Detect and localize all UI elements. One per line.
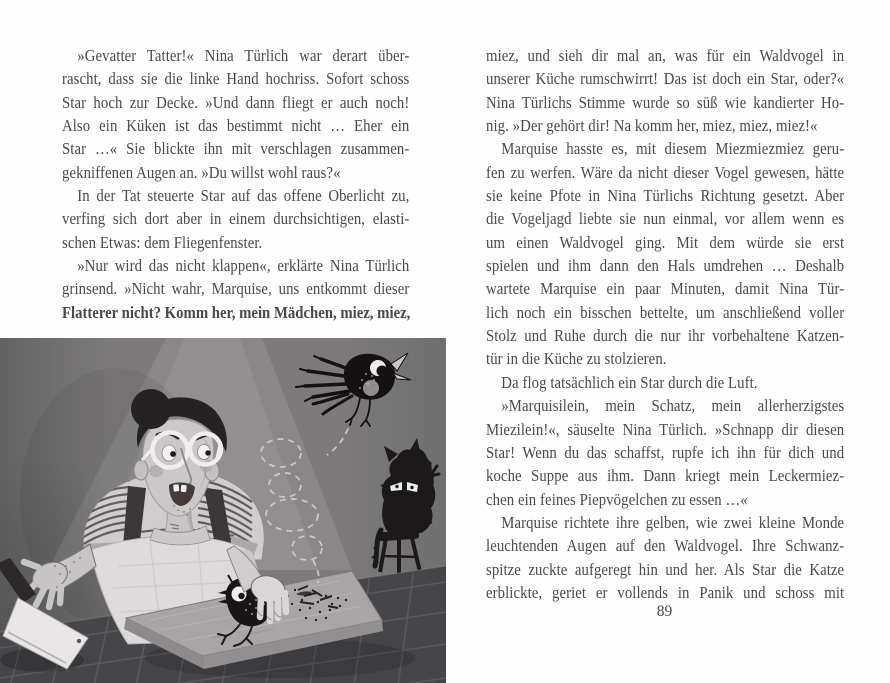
ear-left <box>134 460 148 480</box>
text-line: sie keine Pfote in Nina Türlichs Richtung gesetzt. Aber <box>486 186 845 206</box>
text-line: miez, und sieh dir mal an, was für ein Waldvogel in <box>486 46 845 65</box>
text-line: gekniffenen Augen an. »Du willst wohl raus?« <box>62 162 341 182</box>
text-line: »Gevatter Tatter!« Nina Türlich war derart über- <box>77 46 410 65</box>
text-line: spielen und ihm dann den Hals umdrehen … Deshalb <box>486 256 845 276</box>
text-line: leuchtenden Augen auf den Waldvogel. Ihre Schwanz- <box>486 536 845 556</box>
belly-patch <box>363 380 379 396</box>
text-line: unserer Küche rumschwirrt! Das ist doch ein Star, oder?« <box>486 69 845 89</box>
text-line: chen ein feines Piepvögelchen zu essen …« <box>486 489 748 509</box>
text-line: »Marquisilein, mein Schatz, mein allerherzigstes <box>501 396 845 416</box>
text-line: spitze zuckte aufgeregt hin und her. Als Star die Katze <box>486 559 845 579</box>
text-line: lich noch ein bisschen bettelte, um anschließend voller <box>486 302 845 322</box>
text-line: Flatterer nicht? Komm her, mein Mädchen, miez, miez, <box>62 302 411 322</box>
text-line: tür in die Küche zu stolzieren. <box>486 349 667 369</box>
text-line: In der Tat steuerte Star auf das offene Oberlicht zu, <box>77 186 410 206</box>
page-number: 89 <box>656 603 673 620</box>
text-line: Also ein Küken ist das bestimmt nicht … Eher ein <box>62 116 410 136</box>
right-page-text <box>486 44 844 604</box>
text-line: Stolz und Ruhe durch die nur ihr vorbehaltene Katzen- <box>486 326 845 346</box>
text-line: nig. »Der gehört dir! Na komm her, miez, miez, miez!« <box>486 116 818 136</box>
text-line: verfing sich dort aber in einem durchsichtigen, elasti- <box>62 209 410 229</box>
text-line: rascht, dass sie die linke Hand hochriss. Sofort schoss <box>62 69 410 89</box>
text-line: wartete Marquise ein paar Minuten, damit Nina Tür- <box>486 279 845 299</box>
text-line: um einen Waldvogel ging. Mit dem würde sie erst <box>486 232 845 252</box>
text-line: Nina Türlichs Stimme wurde so süß wie kandierter Ho- <box>486 92 845 112</box>
text-line: Miezilein!«, säuselte Nina Türlich. »Schnapp dir diesen <box>486 419 845 439</box>
text-line: Da flog tatsächlich ein Star durch die Luft. <box>501 372 758 392</box>
left-page-text <box>62 44 409 324</box>
text-line: fen zu werfen. Wäre da nicht dieser Vogel gewesen, hätte <box>486 162 845 182</box>
text-line: die Vogeljagd liebte sie nun einmal, vor allem wenn es <box>486 209 845 229</box>
text-line: Star! Wenn du das schaffst, rupfe ich ihn für dich und <box>486 442 845 462</box>
text-line: »Nur wird das nicht klappen«, erklärte Nina Türlich <box>77 256 410 276</box>
text-line: Marquise hasste es, mit diesem Miezmiezmiez geru- <box>501 139 845 159</box>
kitchen-illustration <box>0 338 446 683</box>
text-line: Marquise richtete ihre gelben, wie zwei kleine Monde <box>501 512 845 532</box>
text-line: schen Etwas: dem Fliegenfenster. <box>62 232 263 252</box>
text-line: grinsend. »Nicht wahr, Marquise, uns entkommt dieser <box>62 279 410 299</box>
illustration-svg <box>0 338 446 683</box>
text-line: Star hoch zur Decke. »Und dann fliegt er auch noch! <box>62 92 410 112</box>
text-line: koche Suppe aus ihm. Dann kriegt mein Leckermiez- <box>486 466 845 486</box>
text-line: Star …« Sie blickte ihn mit verschlagen zusammen- <box>62 139 410 159</box>
text-line: erblickte, geriet er vollends in Panik und schoss mit <box>486 582 845 602</box>
